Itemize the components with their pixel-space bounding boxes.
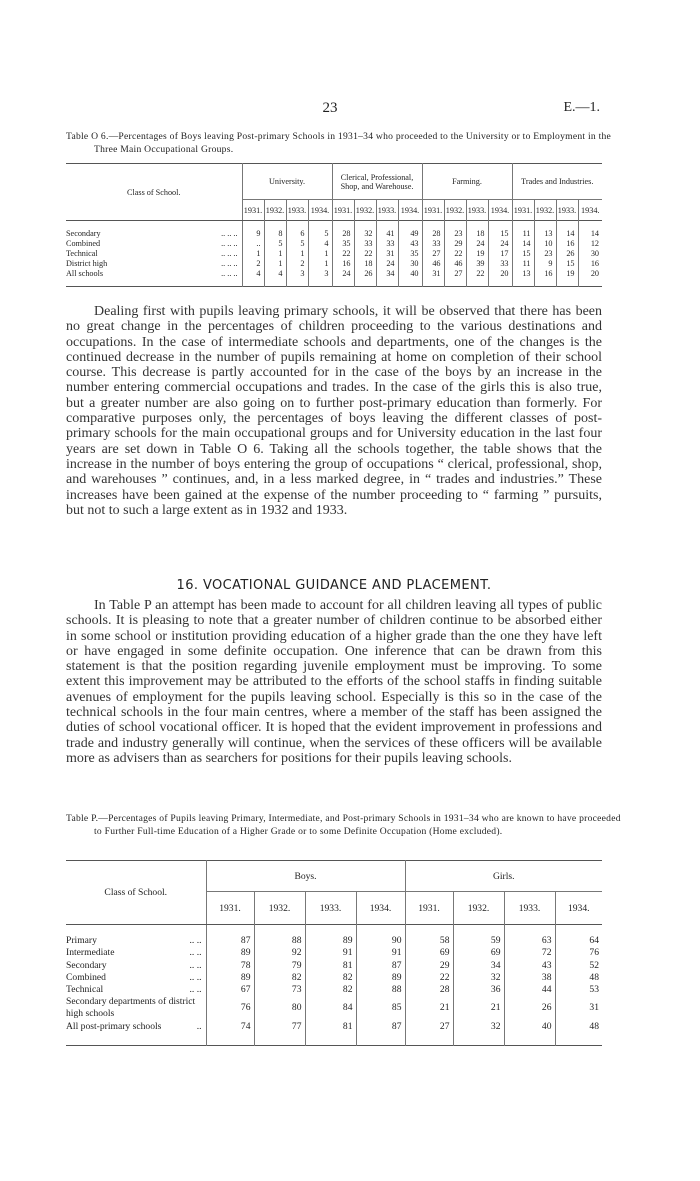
value-cell: 20: [578, 269, 602, 279]
value-cell: 16: [332, 259, 354, 269]
value-cell: 46: [422, 259, 444, 269]
class-of-school-header: Class of School.: [66, 164, 242, 221]
value-cell: 9: [534, 259, 556, 269]
page-header: [60, 100, 600, 120]
value-cell: 13: [534, 229, 556, 239]
value-cell: 81: [305, 960, 356, 972]
row-label: Technical: [66, 249, 98, 258]
value-cell: 88: [254, 935, 305, 947]
row-label: Secondary: [66, 229, 101, 238]
row-label: Intermediate: [66, 947, 115, 959]
value-cell: 32: [354, 229, 376, 239]
row-leaders: ..: [196, 1020, 202, 1032]
year-header: 1932.: [354, 200, 376, 221]
value-cell: 39: [466, 259, 488, 269]
value-cell: 89: [206, 972, 254, 984]
value-cell: 35: [398, 249, 422, 259]
value-cell: 4: [264, 269, 286, 279]
class-of-school-header: Class of School.: [66, 861, 206, 925]
value-cell: 19: [556, 269, 578, 279]
value-cell: 17: [488, 249, 512, 259]
value-cell: 24: [376, 259, 398, 269]
value-cell: 3: [286, 269, 308, 279]
row-label-cell: [66, 935, 206, 947]
value-cell: 14: [578, 229, 602, 239]
value-cell: 48: [555, 1020, 602, 1032]
value-cell: 13: [512, 269, 534, 279]
value-cell: 79: [254, 960, 305, 972]
value-cell: 1: [308, 259, 332, 269]
year-header: 1932.: [254, 892, 305, 925]
year-header: 1931.: [422, 200, 444, 221]
value-cell: 63: [504, 935, 555, 947]
value-cell: 72: [504, 947, 555, 959]
value-cell: 1: [264, 259, 286, 269]
value-cell: 9: [242, 229, 264, 239]
row-leaders: .. ..: [189, 935, 202, 947]
row-leaders: .. ..: [189, 947, 202, 959]
table-p-caption: Table P.—Percentages of Pupils leaving Primary, Intermediate, and Post-primary Schools in 1931–34 who are known to have proceeded to Further Full-time Education of a Higher Grade or to some Definite Occupation (Home excluded).: [66, 813, 621, 837]
year-header: 1931.: [332, 200, 354, 221]
row-label-cell: [66, 229, 242, 239]
value-cell: 87: [356, 960, 405, 972]
row-leaders: .. .. ..: [221, 269, 238, 278]
group-header-clerical: Clerical, Professional, Shop, and Warehouse.: [332, 164, 422, 200]
table-row: [66, 259, 602, 269]
value-cell: 18: [466, 229, 488, 239]
value-cell: 40: [398, 269, 422, 279]
value-cell: 33: [422, 239, 444, 249]
year-header: 1932.: [534, 200, 556, 221]
value-cell: 52: [555, 960, 602, 972]
value-cell: 78: [206, 960, 254, 972]
value-cell: 88: [356, 984, 405, 996]
group-header-girls: Girls.: [405, 861, 602, 892]
value-cell: 27: [405, 1020, 453, 1032]
value-cell: 22: [444, 249, 466, 259]
row-label-cell: [66, 249, 242, 259]
year-header: 1934.: [308, 200, 332, 221]
year-header: 1931.: [405, 892, 453, 925]
value-cell: 31: [555, 996, 602, 1020]
value-cell: 77: [254, 1020, 305, 1032]
table-row: [66, 996, 602, 1020]
value-cell: 26: [354, 269, 376, 279]
value-cell: 30: [398, 259, 422, 269]
value-cell: 64: [555, 935, 602, 947]
year-header: 1934.: [578, 200, 602, 221]
row-label-cell: [66, 259, 242, 269]
value-cell: 24: [332, 269, 354, 279]
value-cell: 28: [332, 229, 354, 239]
value-cell: 14: [512, 239, 534, 249]
value-cell: 16: [534, 269, 556, 279]
value-cell: 4: [308, 239, 332, 249]
year-header: 1932.: [264, 200, 286, 221]
value-cell: 74: [206, 1020, 254, 1032]
value-cell: 76: [555, 947, 602, 959]
value-cell: 8: [264, 229, 286, 239]
report-code: E.—1.: [563, 100, 600, 115]
value-cell: 6: [286, 229, 308, 239]
value-cell: 87: [356, 1020, 405, 1032]
group-header-trades: Trades and Industries.: [512, 164, 602, 200]
table-row: [66, 249, 602, 259]
year-header: 1934.: [488, 200, 512, 221]
row-label-cell: [66, 947, 206, 959]
value-cell: 80: [254, 996, 305, 1020]
value-cell: 32: [453, 972, 504, 984]
row-label: Primary: [66, 935, 97, 947]
table-row: [66, 229, 602, 239]
value-cell: 3: [308, 269, 332, 279]
value-cell: 2: [242, 259, 264, 269]
row-label-cell: [66, 239, 242, 249]
value-cell: 14: [556, 229, 578, 239]
year-header: 1934.: [398, 200, 422, 221]
table-row: [66, 960, 602, 972]
value-cell: 27: [444, 269, 466, 279]
value-cell: 33: [354, 239, 376, 249]
row-leaders: .. .. ..: [221, 249, 238, 258]
year-header: 1931.: [512, 200, 534, 221]
value-cell: 89: [206, 947, 254, 959]
value-cell: 67: [206, 984, 254, 996]
row-leaders: .. .. ..: [221, 239, 238, 248]
value-cell: 23: [444, 229, 466, 239]
value-cell: 84: [305, 996, 356, 1020]
value-cell: 29: [405, 960, 453, 972]
year-header: 1932.: [453, 892, 504, 925]
value-cell: 22: [405, 972, 453, 984]
value-cell: 31: [376, 249, 398, 259]
value-cell: 35: [332, 239, 354, 249]
group-header-farming: Farming.: [422, 164, 512, 200]
row-label-cell: [66, 269, 242, 279]
value-cell: 33: [376, 239, 398, 249]
row-label: District high: [66, 259, 108, 268]
value-cell: 49: [398, 229, 422, 239]
value-cell: 91: [305, 947, 356, 959]
value-cell: 5: [264, 239, 286, 249]
value-cell: 22: [332, 249, 354, 259]
value-cell: 1: [286, 249, 308, 259]
group-header-university: University.: [242, 164, 332, 200]
value-cell: 5: [286, 239, 308, 249]
section-heading: 16. VOCATIONAL GUIDANCE AND PLACEMENT.: [176, 578, 492, 593]
value-cell: 26: [504, 996, 555, 1020]
year-header: 1933.: [286, 200, 308, 221]
value-cell: 59: [453, 935, 504, 947]
value-cell: 24: [466, 239, 488, 249]
row-leaders: .. .. ..: [221, 229, 238, 238]
value-cell: 46: [444, 259, 466, 269]
table-o6-caption: Table O 6.—Percentages of Boys leaving Post-primary Schools in 1931–34 who proceeded to the University or to Employment in the Three Main Occupational Groups.: [66, 131, 612, 155]
value-cell: 27: [422, 249, 444, 259]
value-cell: 58: [405, 935, 453, 947]
value-cell: 22: [466, 269, 488, 279]
table-row: [66, 239, 602, 249]
value-cell: 1: [264, 249, 286, 259]
year-header: 1933.: [376, 200, 398, 221]
value-cell: 32: [453, 1020, 504, 1032]
row-label-cell: [66, 984, 206, 996]
row-label: Technical: [66, 984, 104, 996]
value-cell: 43: [504, 960, 555, 972]
row-label-cell: [66, 996, 206, 1020]
year-header: 1931.: [206, 892, 254, 925]
row-label: Combined: [66, 239, 101, 248]
value-cell: 69: [405, 947, 453, 959]
paragraph-vocational-guidance: In Table P an attempt has been made to account for all children leaving all types of public schools. It is pleasing to note that a greater number of children continue to be absorbed either in some school or institution providing education of a higher grade than the one they have left or have engaged in some definite occupation. One inference that can be drawn from this statement is that the position regarding juvenile employment must be improving. To some extent this improvement may be attributed to the efforts of the school staffs in finding suitable avenues of employment for the pupils leaving school. Especially is this so in the case of the technical schools in the four main centres, where a member of the staff has been assigned the duties of school vocational officer. It is hoped that the evident improvement in professions and trade and industry generally will continue, when the services of these officers will be available more as advisers than as searchers for positions for their pupils leaving schools.: [66, 598, 602, 766]
value-cell: 2: [286, 259, 308, 269]
table-p: [66, 860, 602, 1046]
value-cell: 92: [254, 947, 305, 959]
value-cell: 76: [206, 996, 254, 1020]
value-cell: 73: [254, 984, 305, 996]
value-cell: 4: [242, 269, 264, 279]
value-cell: 18: [354, 259, 376, 269]
value-cell: 82: [305, 984, 356, 996]
value-cell: 34: [453, 960, 504, 972]
value-cell: 21: [453, 996, 504, 1020]
row-label: All schools: [66, 269, 104, 278]
value-cell: 5: [308, 229, 332, 239]
value-cell: 91: [356, 947, 405, 959]
row-leaders: .. .. ..: [221, 259, 238, 268]
value-cell: 33: [488, 259, 512, 269]
table-row: [66, 269, 602, 279]
value-cell: 89: [305, 935, 356, 947]
value-cell: 11: [512, 229, 534, 239]
year-header: 1931.: [242, 200, 264, 221]
value-cell: 1: [308, 249, 332, 259]
value-cell: 20: [488, 269, 512, 279]
table-row: [66, 947, 602, 959]
year-header: 1933.: [305, 892, 356, 925]
row-label-cell: [66, 1020, 206, 1032]
value-cell: 34: [376, 269, 398, 279]
table-o6: [66, 163, 602, 287]
value-cell: 24: [488, 239, 512, 249]
value-cell: 28: [422, 229, 444, 239]
year-header: 1933.: [556, 200, 578, 221]
row-label-cell: [66, 972, 206, 984]
value-cell: 81: [305, 1020, 356, 1032]
row-label-cell: [66, 960, 206, 972]
value-cell: 30: [578, 249, 602, 259]
row-leaders: .. ..: [189, 959, 202, 971]
value-cell: 43: [398, 239, 422, 249]
value-cell: 1: [242, 249, 264, 259]
value-cell: 12: [578, 239, 602, 249]
value-cell: 41: [376, 229, 398, 239]
value-cell: ..: [242, 239, 264, 249]
value-cell: 89: [356, 972, 405, 984]
row-label: Secondary: [66, 959, 107, 971]
value-cell: 28: [405, 984, 453, 996]
value-cell: 48: [555, 972, 602, 984]
row-label: Secondary departments of district high schools: [66, 996, 196, 1020]
year-header: 1933.: [466, 200, 488, 221]
table-row: [66, 972, 602, 984]
value-cell: 16: [578, 259, 602, 269]
value-cell: 85: [356, 996, 405, 1020]
year-header: 1934.: [356, 892, 405, 925]
value-cell: 21: [405, 996, 453, 1020]
value-cell: 19: [466, 249, 488, 259]
page-number: 23: [322, 100, 338, 116]
value-cell: 44: [504, 984, 555, 996]
year-header: 1933.: [504, 892, 555, 925]
value-cell: 36: [453, 984, 504, 996]
row-label: All post-primary schools: [66, 1020, 162, 1032]
value-cell: 38: [504, 972, 555, 984]
value-cell: 53: [555, 984, 602, 996]
value-cell: 15: [556, 259, 578, 269]
row-label: Combined: [66, 972, 106, 984]
value-cell: 29: [444, 239, 466, 249]
value-cell: 22: [354, 249, 376, 259]
value-cell: 40: [504, 1020, 555, 1032]
value-cell: 90: [356, 935, 405, 947]
value-cell: 11: [512, 259, 534, 269]
value-cell: 87: [206, 935, 254, 947]
value-cell: 15: [512, 249, 534, 259]
year-header: 1932.: [444, 200, 466, 221]
table-row: [66, 1020, 602, 1032]
value-cell: 69: [453, 947, 504, 959]
table-row: [66, 935, 602, 947]
row-leaders: .. ..: [189, 972, 202, 984]
value-cell: 26: [556, 249, 578, 259]
value-cell: 15: [488, 229, 512, 239]
value-cell: 10: [534, 239, 556, 249]
value-cell: 16: [556, 239, 578, 249]
value-cell: 82: [305, 972, 356, 984]
value-cell: 82: [254, 972, 305, 984]
row-leaders: .. ..: [189, 984, 202, 996]
value-cell: 31: [422, 269, 444, 279]
year-header: 1934.: [555, 892, 602, 925]
paragraph-primary-schools: Dealing first with pupils leaving primary schools, it will be observed that there has been no great change in the percentages of children proceeding to the various destinations and occupations. In the case of intermediate schools and departments, one of the changes is the continued decrease in the number of pupils remaining at home on completion of their school course. This decrease is partly accounted for in the case of the boys by an increase in the number entering commercial occupations and trades. In the case of the girls this is also true, but a greater number are also going on to further post-primary education than formerly. For comparative purposes only, the percentages of boys leaving the different classes of post-primary schools for the main occupational groups and for University education in the last four years are set down in Table O 6. Taking all the schools together, the table shows that the increase in the number of boys entering the group of occupations “ clerical, professional, shop, and warehouses ” continues, and, in a less marked degree, in “ trades and industries.” These increases have been gained at the expense of the number proceeding to “ farming ” pursuits, but not to such a large extent as in 1932 and 1933.: [66, 304, 602, 518]
group-header-boys: Boys.: [206, 861, 405, 892]
table-row: [66, 984, 602, 996]
value-cell: 23: [534, 249, 556, 259]
